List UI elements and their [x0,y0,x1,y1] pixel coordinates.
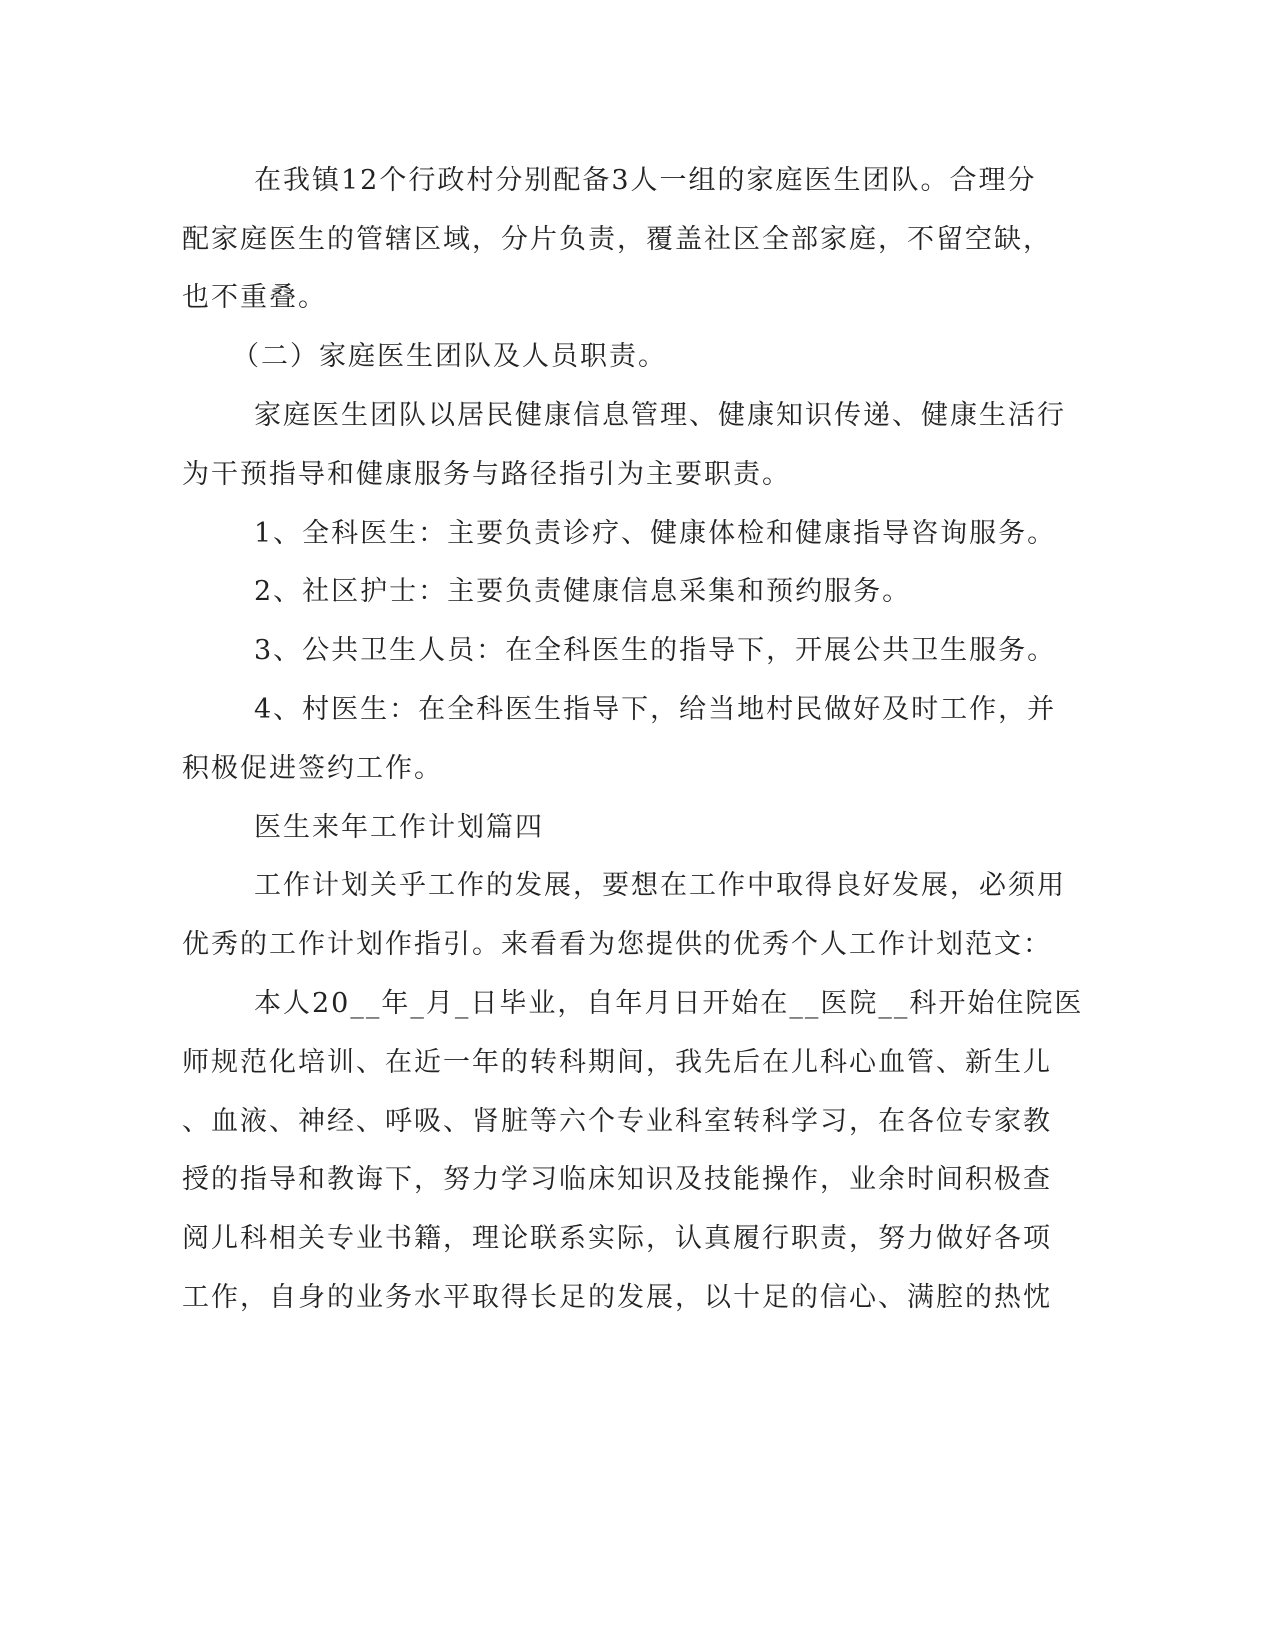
text-line: 工作计划关乎工作的发展，要想在工作中取得良好发展，必须用 [254,870,1066,901]
list-item: 1、全科医生：主要负责诊疗、健康体检和健康指导咨询服务。 [254,518,1057,549]
text-line: 本人20__年_月_日毕业，自年月日开始在__医院__科开始住院医 [254,988,1084,1019]
text-line: 在我镇12个行政村分别配备3人一组的家庭医生团队。合理分 [254,165,1037,196]
text-line: 工作，自身的业务水平取得长足的发展，以十足的信心、满腔的热忱 [182,1282,1052,1313]
text-line: 、血液、神经、呼吸、肾脏等六个专业科室转科学习，在各位专家教 [182,1106,1052,1137]
section-heading: 医生来年工作计划篇四 [254,812,544,843]
text-line: 为干预指导和健康服务与路径指引为主要职责。 [182,459,791,490]
list-item: 4、村医生：在全科医生指导下，给当地村民做好及时工作，并 [254,694,1057,725]
text-line: 授的指导和教诲下，努力学习临床知识及技能操作，业余时间积极查 [182,1164,1052,1195]
text-line: 师规范化培训、在近一年的转科期间，我先后在儿科心血管、新生儿 [182,1047,1052,1078]
text-line: 优秀的工作计划作指引。来看看为您提供的优秀个人工作计划范文： [182,929,1052,960]
text-line: 也不重叠。 [182,282,327,313]
list-item: 3、公共卫生人员：在全科医生的指导下，开展公共卫生服务。 [254,635,1057,666]
list-item: 2、社区护士：主要负责健康信息采集和预约服务。 [254,576,912,607]
section-heading: （二）家庭医生团队及人员职责。 [232,341,667,372]
text-line: 配家庭医生的管辖区域，分片负责，覆盖社区全部家庭，不留空缺， [182,224,1052,255]
text-line: 家庭医生团队以居民健康信息管理、健康知识传递、健康生活行 [254,400,1066,431]
text-line: 阅儿科相关专业书籍，理论联系实际，认真履行职责，努力做好各项 [182,1223,1052,1254]
text-line: 积极促进签约工作。 [182,753,443,784]
